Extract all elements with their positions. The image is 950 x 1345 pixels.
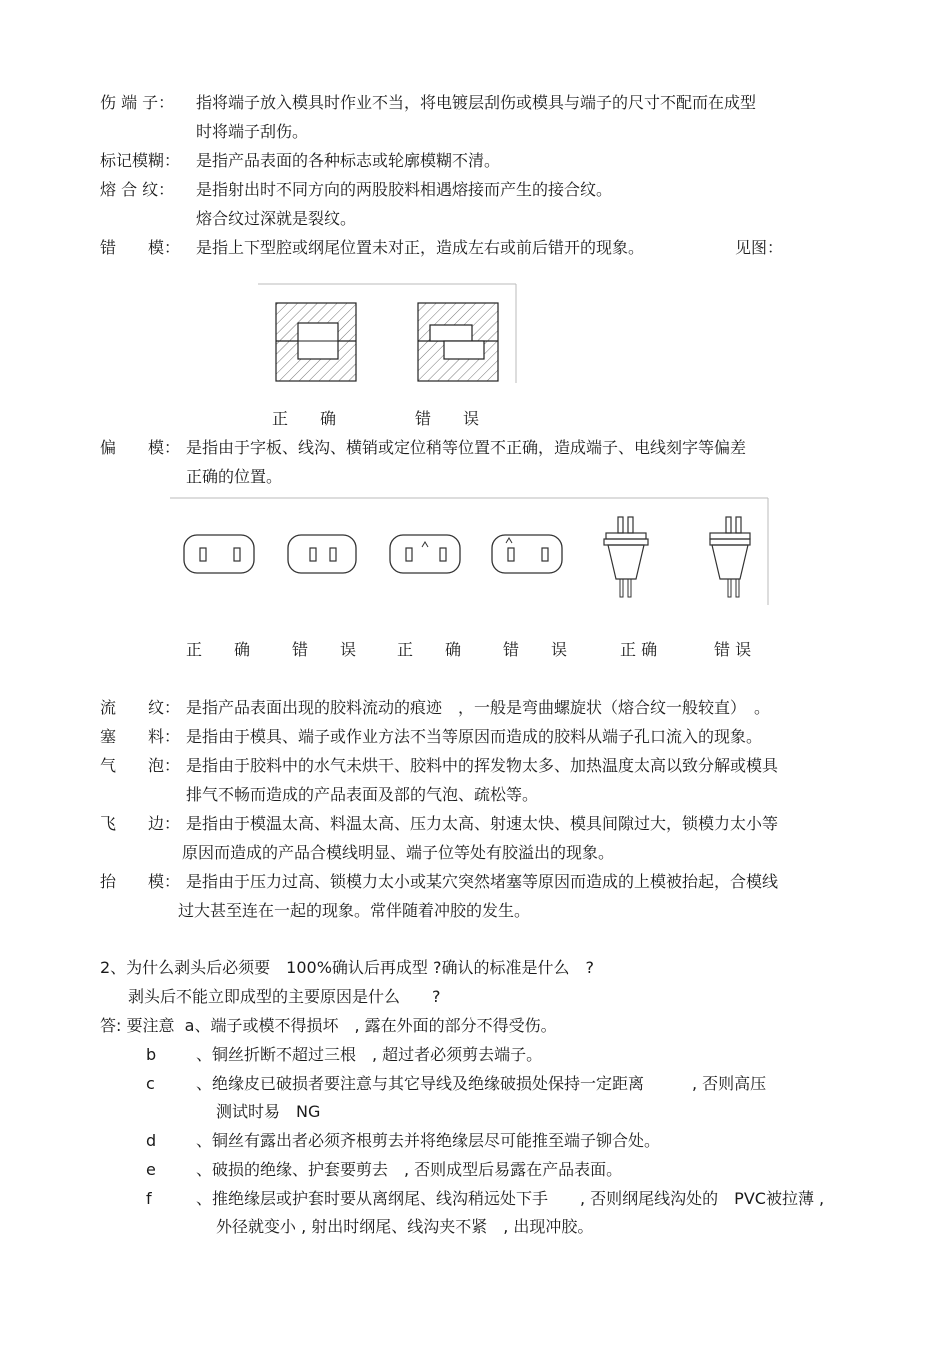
def-term: 飞 边： (100, 814, 181, 833)
def-text: 是指由于胶料中的水气未烘干、胶料中的挥发物太多、加热温度太高以致分解或模具 (186, 756, 779, 775)
question-line-2: 剥头后不能立即成型的主要原因是什么 ? (128, 987, 441, 1006)
def-extra: 见图： (735, 238, 784, 257)
fig2-label: 正 确 (397, 640, 462, 659)
fig2-label: 错 误 (714, 640, 752, 659)
def-text: 是指由于压力过高、锁模力太小或某穴突然堵塞等原因而造成的上模被抬起，合模线 (186, 872, 779, 891)
def-term: 塞 料： (100, 727, 181, 746)
offset-mold-figure (170, 497, 772, 607)
plug-face-correct-2 (390, 535, 460, 573)
fig2-label: 正 确 (620, 640, 658, 659)
fig2-label: 正 确 (186, 640, 251, 659)
def-text-cont: 排气不畅而造成的产品表面及部的气泡、疏松等。 (186, 785, 539, 804)
def-text-cont: 时将端子刮伤。 (196, 122, 309, 141)
def-term: 熔 合 纹： (100, 180, 175, 199)
plug-face-wrong-2 (492, 535, 562, 573)
def-text: 是指由于模具、端子或作业方法不当等原因而造成的胶料从端子孔口流入的现象。 (186, 727, 763, 746)
def-term: 偏 模： (100, 438, 181, 457)
wrong-mold-diagram (418, 303, 498, 381)
answer-key: e (146, 1160, 156, 1179)
plug-side-wrong (710, 517, 750, 597)
mold-misalignment-figure (258, 283, 518, 385)
answer-key: d (146, 1131, 157, 1150)
def-term: 标记模糊： (100, 151, 181, 170)
def-text-cont: 熔合纹过深就是裂纹。 (196, 209, 357, 228)
def-text: 是指由于字板、线沟、横销或定位稍等位置不正确，造成端子、电线刻字等偏差 (186, 438, 747, 457)
correct-mold-diagram (276, 303, 356, 381)
def-text: 是指产品表面的各种标志或轮廓模糊不清。 (196, 151, 501, 170)
question-line-1: 2、为什么剥头后必须要 100%确认后再成型 ?确认的标准是什么 ? (100, 958, 594, 977)
answer-text: 、铜丝折断不超过三根 , 超过者必须剪去端子。 (196, 1045, 543, 1064)
def-term: 流 纹： (100, 698, 181, 717)
answer-text: 、推绝缘层或护套时要从离纲尾、线沟稍远处下手 , 否则纲尾线沟处的 PVC被拉薄 , (196, 1189, 825, 1208)
def-text-cont: 正确的位置。 (186, 467, 283, 486)
def-term: 错 模： (100, 238, 181, 257)
def-term: 抬 模： (100, 872, 181, 891)
def-term: 伤 端 子： (100, 93, 175, 112)
def-text-cont: 原因而造成的产品合模线明显、端子位等处有胶溢出的现象。 (182, 843, 615, 862)
answer-key: b (146, 1045, 157, 1064)
fig1-label-wrong: 错 误 (415, 409, 480, 428)
answer-key: c (146, 1074, 155, 1093)
plug-face-correct-1 (184, 535, 254, 573)
plug-side-correct (604, 517, 648, 597)
def-text: 是指产品表面出现的胶料流动的痕迹 ，一般是弯曲螺旋状（熔合纹一般较直） 。 (186, 698, 771, 717)
fig2-label: 错 误 (503, 640, 568, 659)
answer-text: 、铜丝有露出者必须齐根剪去并将绝缘层尽可能推至端子铆合处。 (196, 1131, 661, 1150)
def-text: 指将端子放入模具时作业不当，将电镀层刮伤或模具与端子的尺寸不配而在成型 (196, 93, 757, 112)
answer-text-cont: 测试时易 NG (216, 1102, 321, 1121)
fig1-label-correct: 正 确 (272, 409, 337, 428)
plug-face-wrong-1 (288, 535, 356, 573)
answer-key: f (146, 1189, 152, 1208)
fig2-label: 错 误 (292, 640, 357, 659)
answer-text-cont: 外径就变小 , 射出时纲尾、线沟夹不紧 , 出现冲胶。 (216, 1217, 594, 1236)
def-text: 是指上下型腔或纲尾位置未对正，造成左右或前后错开的现象。 (196, 238, 645, 257)
answer-text: 、绝缘皮已破损者要注意与其它导线及绝缘破损处保持一定距离 , 否则高压 (196, 1074, 767, 1093)
def-term: 气 泡： (100, 756, 181, 775)
def-text: 是指射出时不同方向的两股胶料相遇熔接而产生的接合纹。 (196, 180, 613, 199)
def-text-cont: 过大甚至连在一起的现象。常伴随着冲胶的发生。 (178, 901, 531, 920)
answer-text: 、破损的绝缘、护套要剪去 , 否则成型后易露在产品表面。 (196, 1160, 623, 1179)
def-text: 是指由于模温太高、料温太高、压力太高、射速太快、模具间隙过大，锁模力太小等 (186, 814, 779, 833)
answer-line-a: 答: 要注意 a、端子或模不得损坏 , 露在外面的部分不得受伤。 (100, 1016, 557, 1035)
